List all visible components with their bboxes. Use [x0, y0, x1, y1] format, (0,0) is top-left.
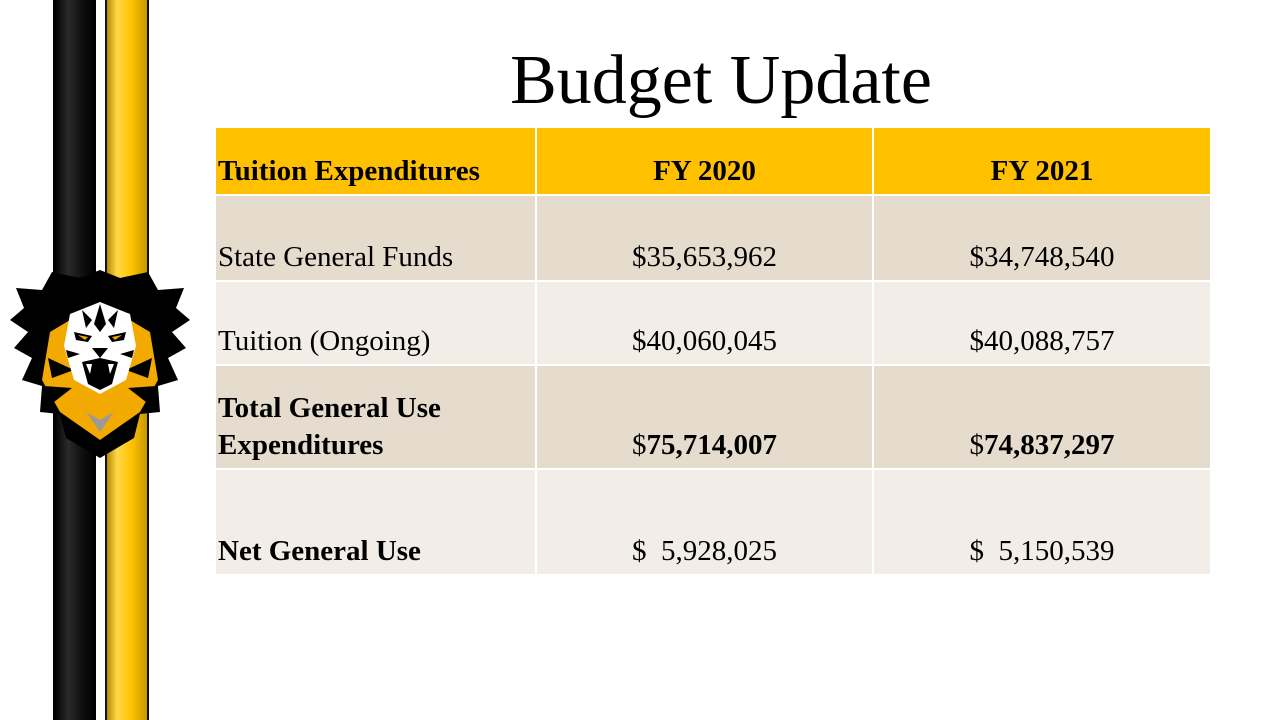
budget-table — [216, 128, 1210, 576]
table-row — [216, 195, 1210, 281]
cell-fy2021: $ 5,150,539 — [873, 469, 1210, 575]
cell-fy2020: $40,060,045 — [536, 281, 873, 365]
currency-symbol: $ — [969, 429, 984, 461]
table-header-row — [216, 128, 1210, 195]
cell-fy2020 — [536, 365, 873, 469]
cell-fy2021: $34,748,540 — [873, 195, 1210, 281]
tiger-mascot-icon — [8, 262, 192, 462]
row-label: Net General Use — [216, 469, 536, 575]
cell-fy2021: $40,088,757 — [873, 281, 1210, 365]
header-fy2020: FY 2020 — [536, 128, 873, 195]
row-label: State General Funds — [216, 195, 536, 281]
row-label: Tuition (Ongoing) — [216, 281, 536, 365]
table-row — [216, 469, 1210, 575]
currency-symbol: $ — [632, 429, 647, 461]
total-value-fy2020: 75,714,007 — [646, 429, 777, 461]
header-fy2021: FY 2021 — [873, 128, 1210, 195]
row-label: Total General Use Expenditures — [216, 365, 536, 469]
slide-title: Budget Update — [510, 42, 932, 119]
cell-fy2020: $ 5,928,025 — [536, 469, 873, 575]
cell-fy2021 — [873, 365, 1210, 469]
cell-fy2020: $35,653,962 — [536, 195, 873, 281]
table-row — [216, 365, 1210, 469]
header-tuition-expenditures: Tuition Expenditures — [216, 128, 536, 195]
total-value-fy2021: 74,837,297 — [984, 429, 1115, 461]
table-row — [216, 281, 1210, 365]
